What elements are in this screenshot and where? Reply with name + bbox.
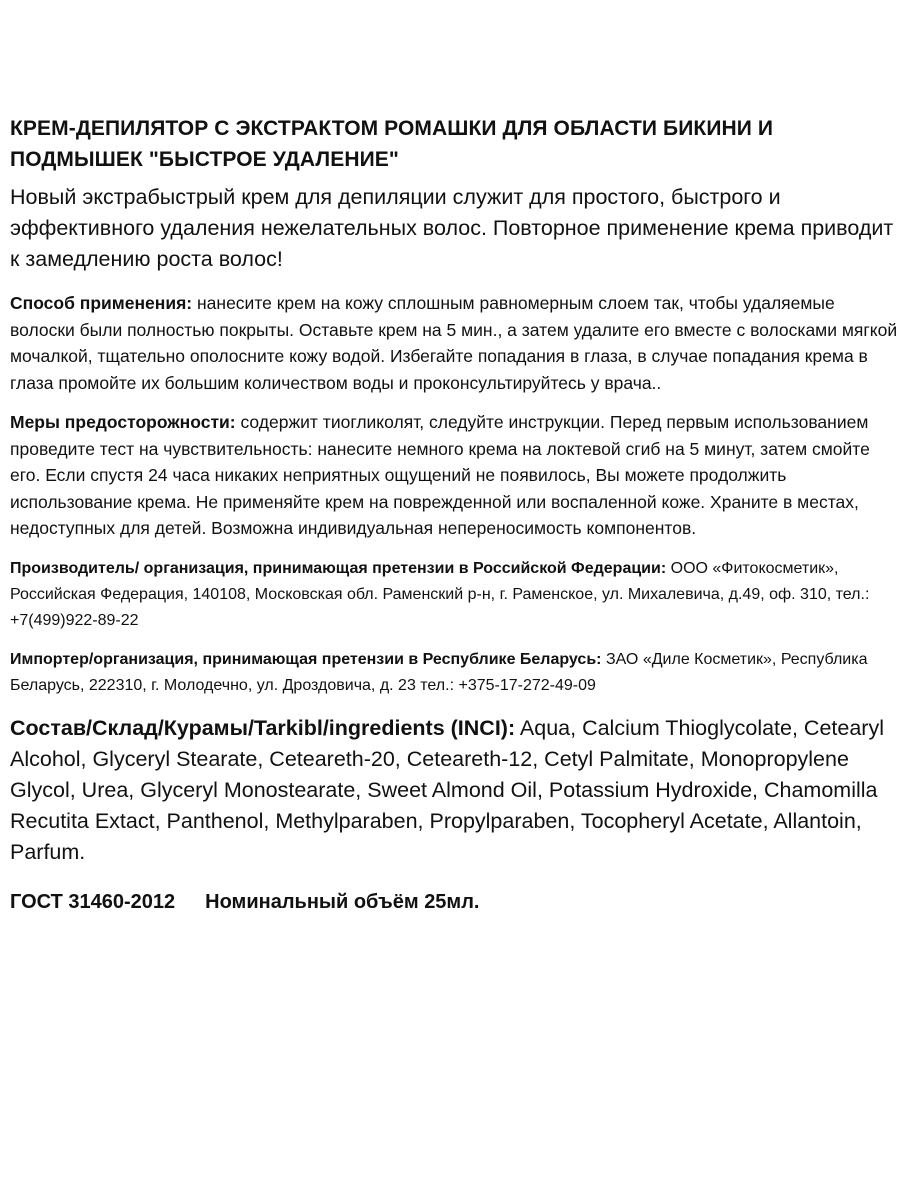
importer-text: ЗАО «Диле Косметик», Республика Беларусь, 222310, г. Молодечно, ул. Дроздовича, д. 23 тел.: +375-17-272-49-09 xyxy=(10,650,868,694)
footer-line xyxy=(10,887,900,917)
precautions-label: Меры предосторожности: xyxy=(10,412,236,432)
precautions-section xyxy=(10,409,900,542)
manufacturer-section xyxy=(10,556,900,634)
manufacturer-label: Производитель/ организация, принимающая претензии в Российской Федерации: xyxy=(10,559,667,577)
intro-paragraph: Новый экстрабыстрый крем для депиляции служит для простого, быстрого и эффективного удаления нежелательных волос. Повторное применение крема приводит к замедлению роста волос! xyxy=(10,185,894,271)
usage-label: Способ применения: xyxy=(10,293,193,313)
ingredients-section xyxy=(10,713,900,868)
importer-label: Импортер/организация, принимающая претензии в Республике Беларусь: xyxy=(10,650,602,668)
gost-standard: ГОСТ 31460-2012 xyxy=(10,890,176,913)
precautions-text: содержит тиогликолят, следуйте инструкции. Перед первым использованием проведите тест на чувствительность: нанесите немного крема на локтевой сгиб на 5 минут, затем смойте его. Если спустя 24 часа никаких неприятных ощущений не появилось, Вы можете продолжить использование крема. Не применяйте крем на поврежденной или воспаленной коже. Храните в местах, недоступных для детей. Возможна индивидуальная непереносимость компонентов. xyxy=(10,412,870,538)
nominal-volume: Номинальный объём 25мл. xyxy=(205,890,480,913)
ingredients-text: Aqua, Calcium Thioglycolate, Cetearyl Alcohol, Glyceryl Stearate, Ceteareth-20, Ceteareth-12, Cetyl Palmitate, Monopropylene Glycol, Urea, Glyceryl Monostearate, Sweet Almond Oil, Potassium Hydroxide, Chamomilla Recutita Extact, Panthenol, Methylparaben, Propylparaben, Tocopheryl Acetate, Allantoin, Parfum. xyxy=(10,715,884,864)
usage-section xyxy=(10,290,900,396)
usage-text: нанесите крем на кожу сплошным равномерным слоем так, чтобы удаляемые волоски были полностью покрыты. Оставьте крем на 5 мин., а затем удалите его вместе с волосками мягкой мочалкой, тщательно ополосните кожу водой. Избегайте попадания в глаза, в случае попадания крема в глаза промойте их большим количеством воды и проконсультируйтесь у врача.. xyxy=(10,293,898,393)
manufacturer-text: ООО «Фитокосметик», Российская Федерация, 140108, Московская обл. Раменский р-н, г. Раменское, ул. Михалевича, д.49, оф. 310, тел.: +7(499)922-89-22 xyxy=(10,559,870,629)
product-title: КРЕМ-ДЕПИЛЯТОР С ЭКСТРАКТОМ РОМАШКИ ДЛЯ ОБЛАСТИ БИКИНИ И ПОДМЫШЕК "БЫСТРОЕ УДАЛЕНИЕ" xyxy=(10,117,774,171)
product-description xyxy=(10,113,900,917)
importer-section xyxy=(10,647,900,699)
ingredients-label: Состав/Склад/Курамы/Tarkibl/ingredients (INCI): xyxy=(10,715,516,740)
